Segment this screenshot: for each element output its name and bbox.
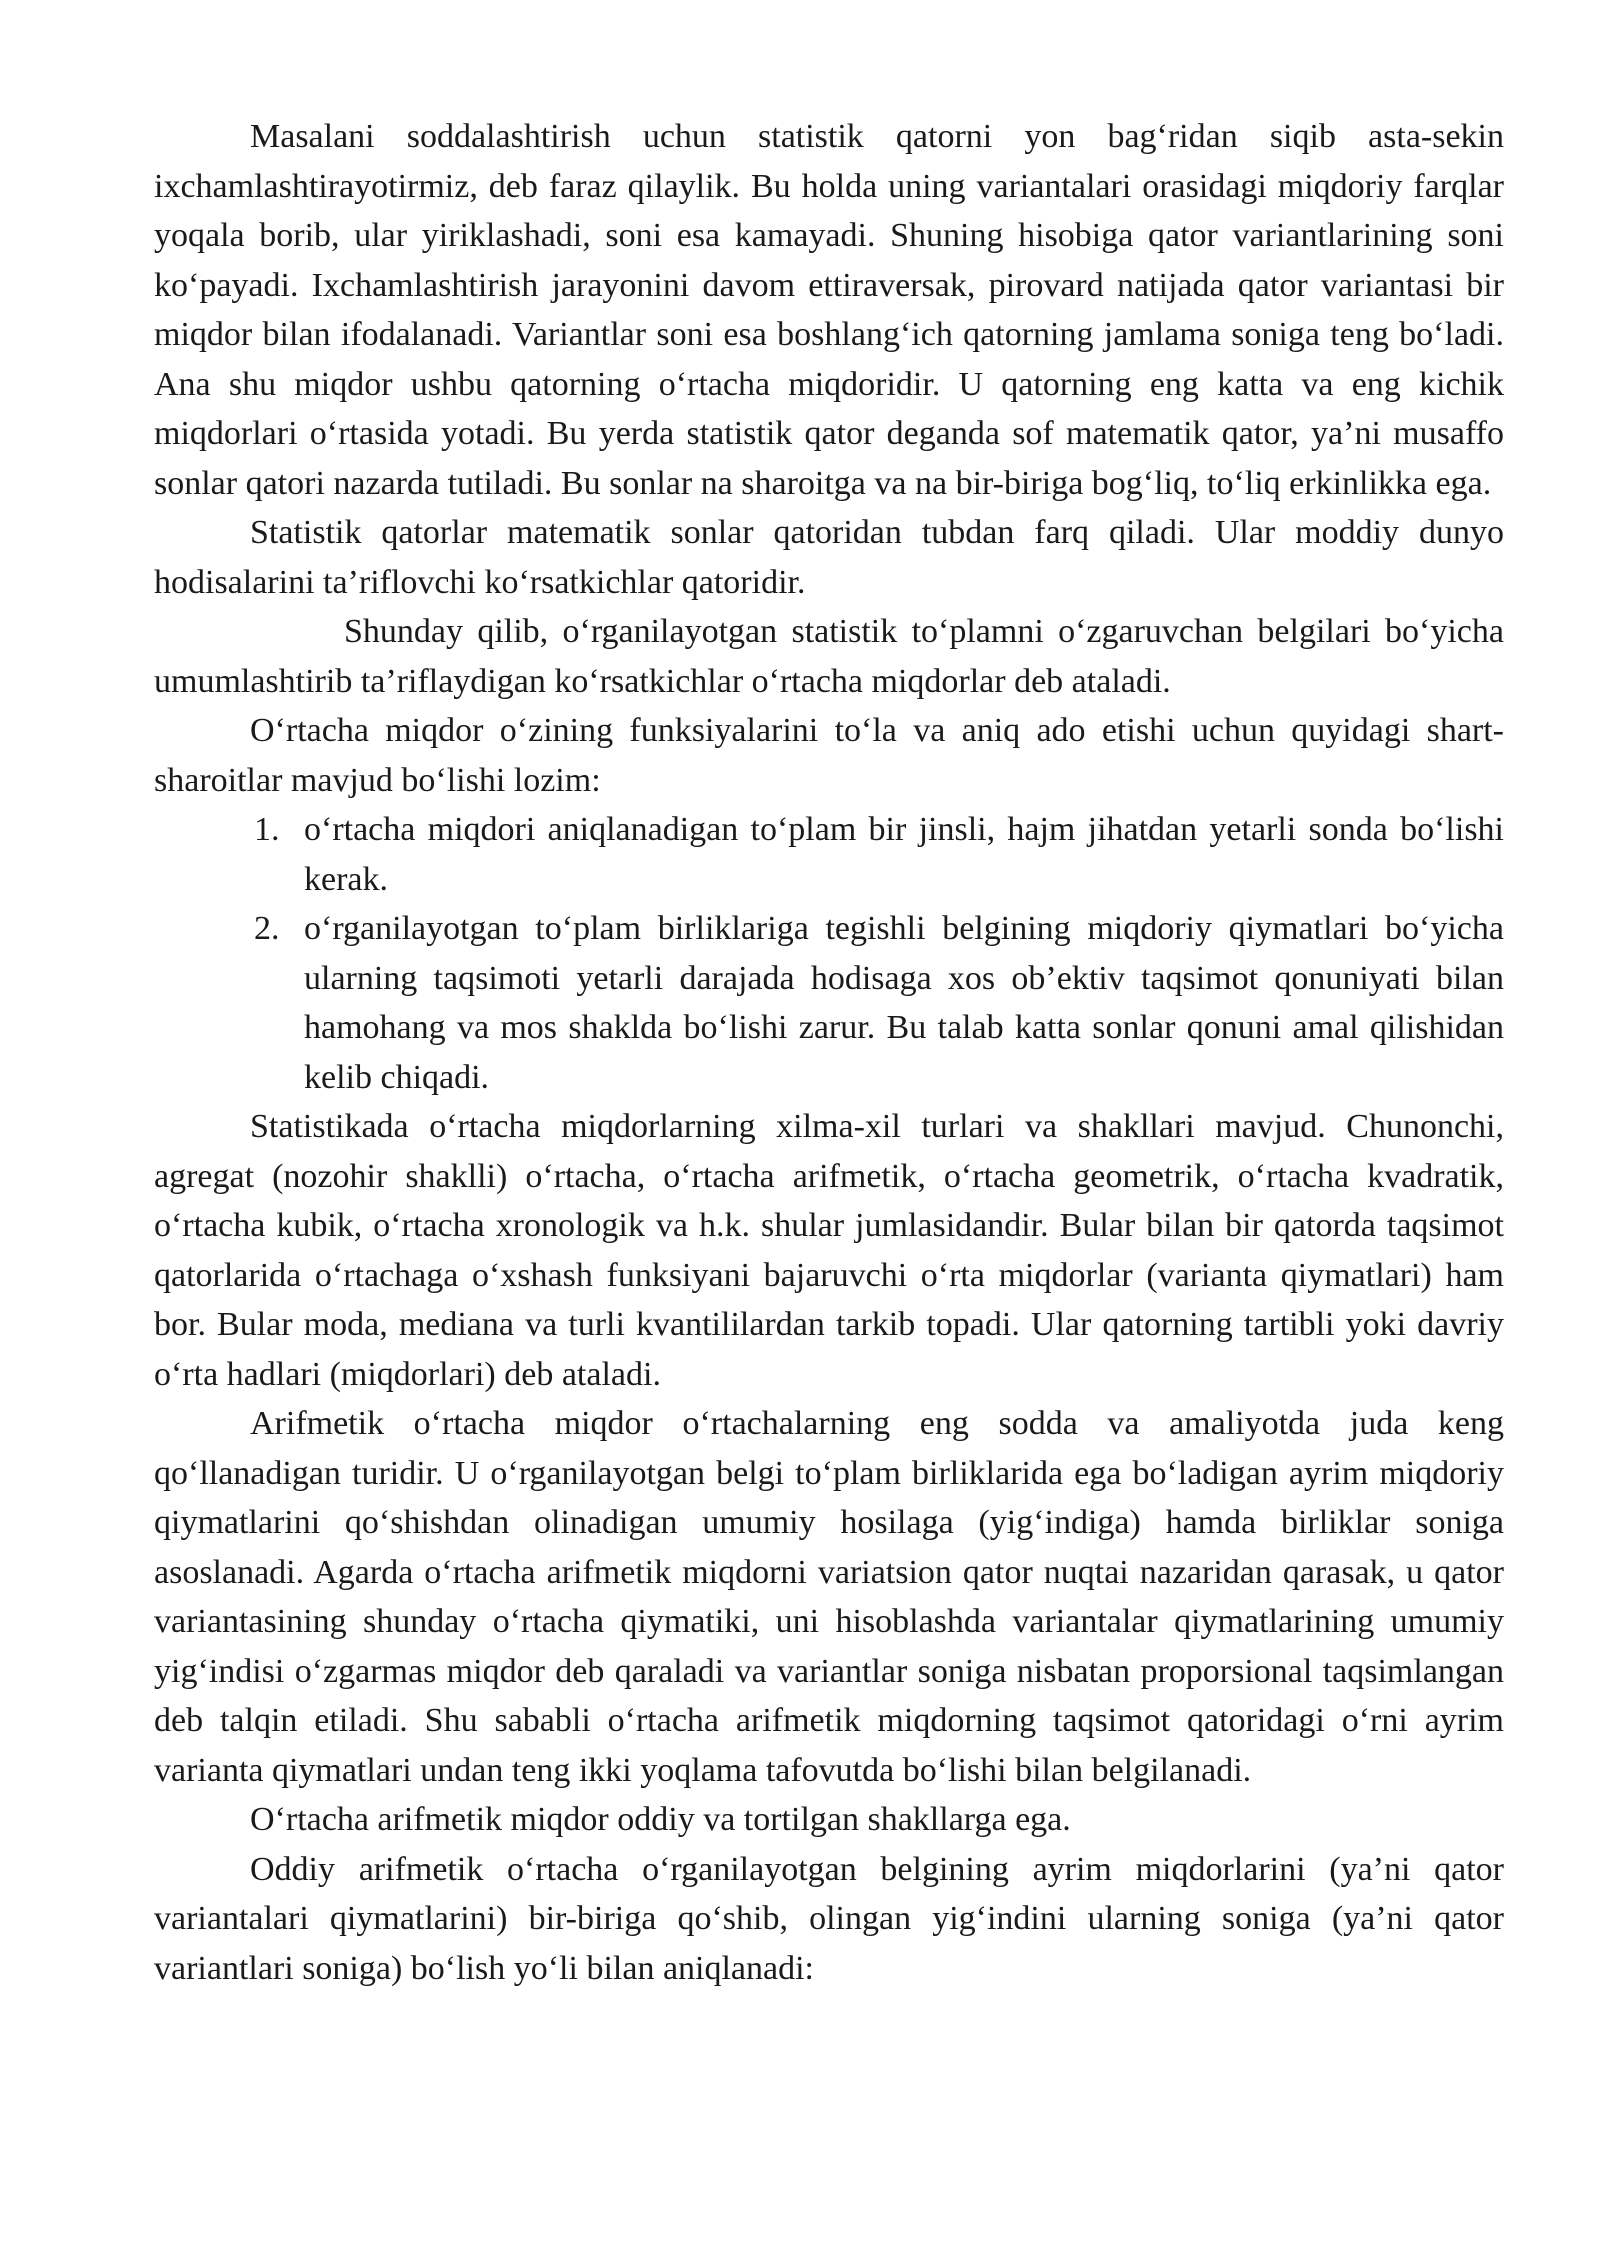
list-item-number: 1.	[254, 811, 280, 848]
list-item-number: 2.	[254, 910, 280, 947]
paragraph-compression-example: Masalani soddalashtirish uchun statistik qatorni yon bag‘ridan siqib asta-sekin ixchamlashtirayotirmiz, deb faraz qilaylik. Bu holda uning variantalari orasidagi miqdoriy farqlar yoqala borib, ular yiriklashadi, soni esa kamayadi. Shuning hisobiga qator variantlarining soni ko‘payadi. Ixchamlashtirish jarayonini davom ettiraversak, pirovard natijada qator variantasi bir miqdor bilan ifodalanadi. Variantlar soni esa boshlang‘ich qatorning jamlama soniga teng bo‘ladi. Ana shu miqdor ushbu qatorning o‘rtacha miqdoridir. U qatorning eng katta va eng kichik miqdorlari o‘rtasida yotadi. Bu yerda statistik qator deganda sof matematik qator, ya’ni musaffo sonlar qatori nazarda tutiladi. Bu sonlar na sharoitga va na bir-biriga bog‘liq, to‘liq erkinlikka ega.	[154, 118, 1504, 502]
list-item-text: o‘rganilayotgan to‘plam birliklariga tegishli belgining miqdoriy qiymatlari bo‘yicha ularning taqsimoti yetarli darajada hodisaga xos ob’ektiv taqsimot qonuniyati bilan hamohang va mos shaklda bo‘lishi zarur. Bu talab katta sonlar qonuni amal qilishidan kelib chiqadi.	[304, 910, 1504, 1096]
list-item-text: o‘rtacha miqdori aniqlanadigan to‘plam bir jinsli, hajm jihatdan yetarli sonda bo‘lishi kerak.	[304, 811, 1504, 898]
document-page	[154, 112, 1504, 1993]
paragraph-mean-forms: O‘rtacha arifmetik miqdor oddiy va tortilgan shakllarga ega.	[250, 1801, 1071, 1838]
paragraph-statistical-series: Statistik qatorlar matematik sonlar qatoridan tubdan farq qiladi. Ular moddiy dunyo hodisalarini ta’riflovchi ko‘rsatkichlar qatoridir.	[154, 514, 1504, 601]
paragraph-simple-mean: Oddiy arifmetik o‘rtacha o‘rganilayotgan belgining ayrim miqdorlarini (ya’ni qator variantalari qiymatlarini) bir-biriga qo‘shib, olingan yig‘indini ularning soniga (ya’ni qator variantlari soniga) bo‘lish yo‘li bilan aniqlanadi:	[154, 1850, 1504, 1987]
paragraph-arithmetic-mean: Arifmetik o‘rtacha miqdor o‘rtachalarning eng sodda va amaliyotda juda keng qo‘llanadigan turidir. U o‘rganilayotgan belgi to‘plam birliklarida ega bo‘ladigan ayrim miqdoriy qiymatlarini qo‘shishdan olinadigan umumiy hosilaga (yig‘indiga) hamda birliklar soniga asoslanadi. Agarda o‘rtacha arifmetik miqdorni variatsion qator nuqtai nazaridan qarasak, u qator variantasining shunday o‘rtacha qiymatiki, uni hisoblashda variantalar qiymatlarining umumiy yig‘indisi o‘zgarmas miqdor deb qaraladi va variantlar soniga nisbatan proporsional taqsimlangan deb talqin etiladi. Shu sababli o‘rtacha arifmetik miqdorning taqsimot qatoridagi o‘rni ayrim varianta qiymatlari undan teng ikki yoqlama tafovutda bo‘lishi bilan belgilanadi.	[154, 1405, 1504, 1789]
paragraph-conditions-intro: O‘rtacha miqdor o‘zining funksiyalarini to‘la va aniq ado etishi uchun quyidagi shart-sharoitlar mavjud bo‘lishi lozim:	[154, 712, 1504, 799]
list-item	[254, 805, 1504, 904]
paragraph-types-of-averages: Statistikada o‘rtacha miqdorlarning xilma-xil turlari va shakllari mavjud. Chunonchi, agregat (nozohir shaklli) o‘rtacha, o‘rtacha arifmetik, o‘rtacha geometrik, o‘rtacha kvadratik, o‘rtacha kubik, o‘rtacha xronologik va h.k. shular jumlasidandir. Bular bilan bir qatorda taqsimot qatorlarida o‘rtachaga o‘xshash funksiyani bajaruvchi o‘rta miqdorlar (varianta qiymatlari) ham bor. Bular moda, mediana va turli kvantililardan tarkib topadi. Ular qatorning tartibli yoki davriy o‘rta hadlari (miqdorlari) deb ataladi.	[154, 1108, 1504, 1393]
conditions-list	[154, 805, 1504, 1102]
list-item	[254, 904, 1504, 1102]
paragraph-definition: Shunday qilib, o‘rganilayotgan statistik to‘plamni o‘zgaruvchan belgilari bo‘yicha umumlashtirib ta’riflaydigan ko‘rsatkichlar o‘rtacha miqdorlar deb ataladi.	[154, 613, 1504, 700]
